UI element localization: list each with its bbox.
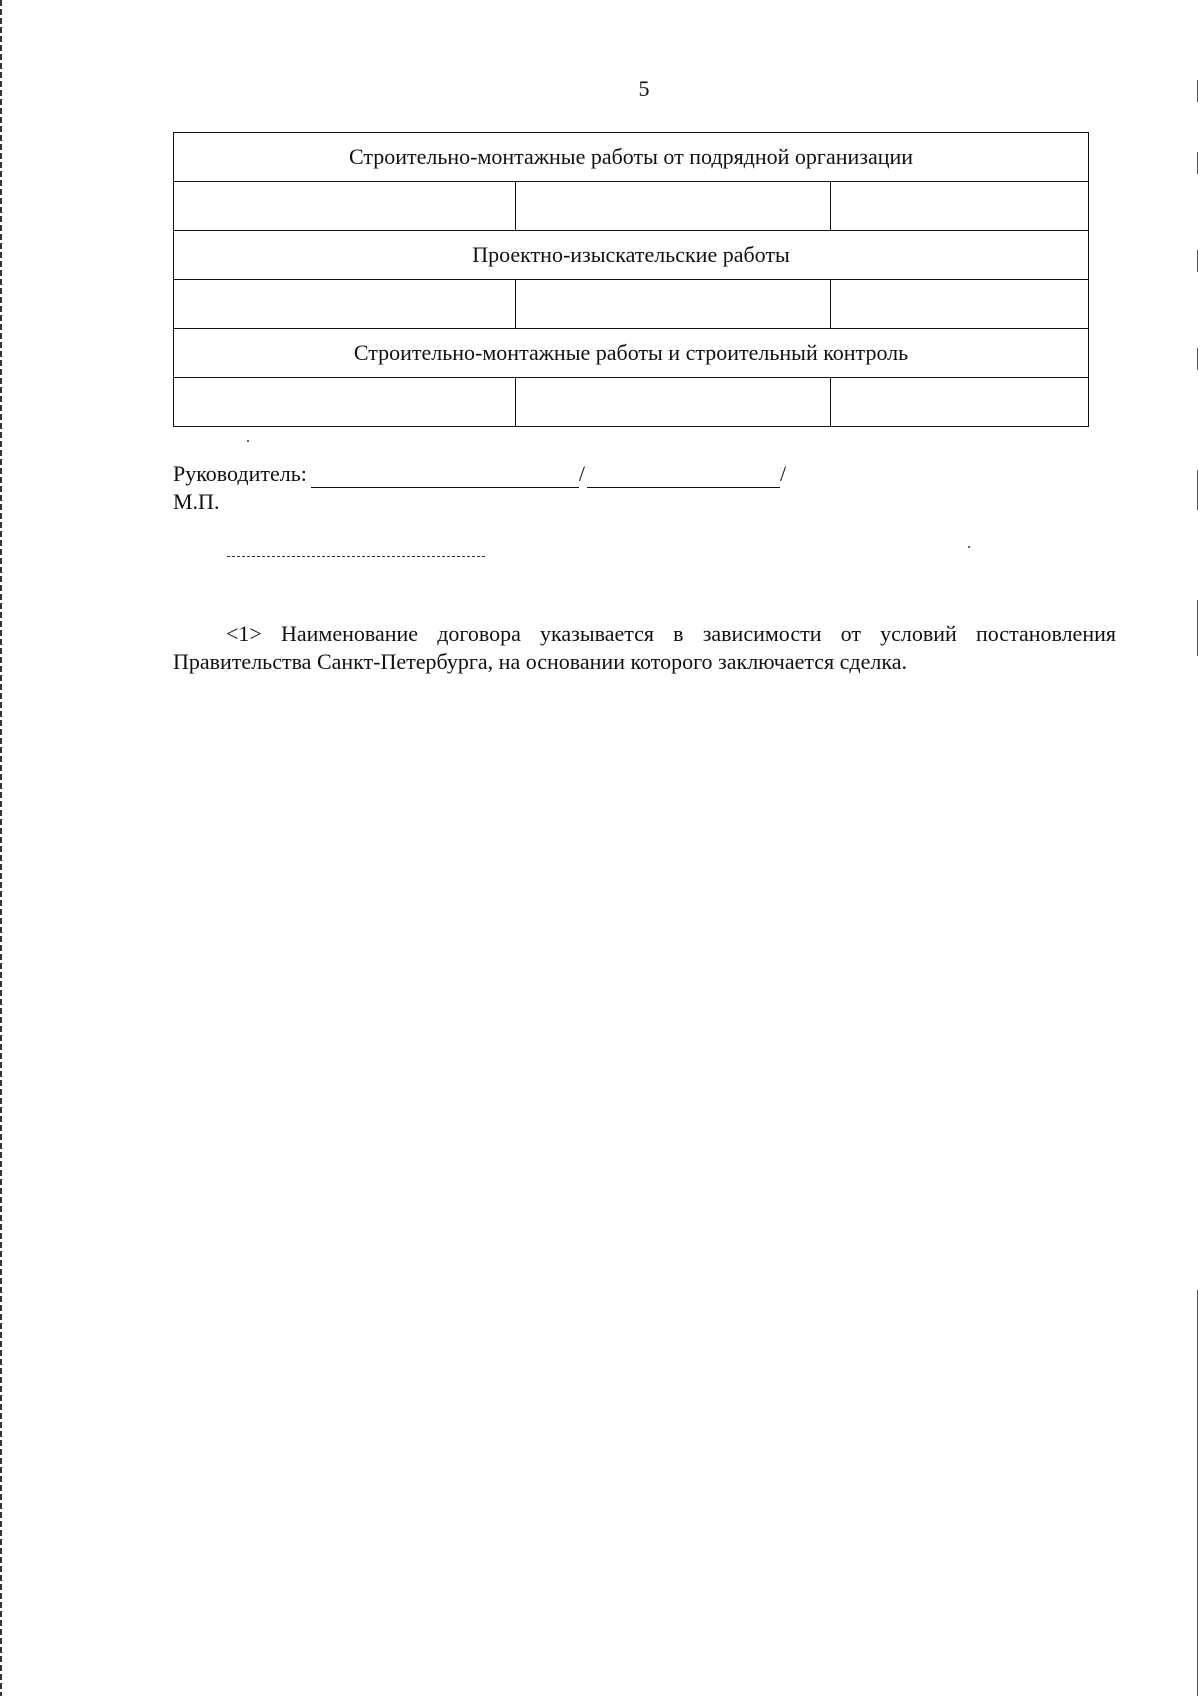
table-section-header-row — [174, 231, 1089, 280]
table-cell — [516, 378, 831, 427]
table-cell — [174, 378, 516, 427]
table-cell — [831, 280, 1089, 329]
works-table — [173, 132, 1089, 427]
signature-initials-line — [587, 465, 780, 488]
table-row — [174, 182, 1089, 231]
table-section-header-row — [174, 133, 1089, 182]
section-title: Строительно-монтажные работы от подрядной организации — [174, 133, 1089, 182]
section-title: Проектно-изыскательские работы — [174, 231, 1089, 280]
scan-right-mark — [1197, 600, 1198, 656]
stamp-label: М.П. — [173, 489, 220, 514]
table-cell — [831, 182, 1089, 231]
scan-right-mark — [1197, 1290, 1198, 1696]
signature-label: Руководитель: — [173, 461, 307, 486]
table-section-header-row — [174, 329, 1089, 378]
section-title: Строительно-монтажные работы и строительный контроль — [174, 329, 1089, 378]
table-row — [174, 378, 1089, 427]
page-number: 5 — [638, 76, 650, 101]
scan-right-mark — [1197, 250, 1198, 272]
table-cell — [516, 280, 831, 329]
table-cell — [174, 280, 516, 329]
signature-name-line — [311, 465, 579, 488]
footnote-text: <1> Наименование договора указывается в зависимости от условий постановления Правительства Санкт-Петербурга, на основании которого заключается сделка. — [173, 621, 1116, 674]
signature-separator: / — [578, 461, 586, 486]
footnote-separator — [227, 556, 485, 557]
table-cell — [516, 182, 831, 231]
table-cell — [174, 182, 516, 231]
scan-right-mark — [1197, 152, 1198, 174]
scan-speck — [968, 546, 970, 548]
signature-block — [173, 460, 786, 516]
signature-row — [173, 460, 786, 488]
scan-speck — [247, 440, 249, 442]
scan-right-mark — [1197, 348, 1198, 370]
signature-separator: / — [780, 461, 787, 486]
scan-right-mark — [1197, 470, 1198, 510]
scan-left-edge — [0, 0, 2, 1696]
table-cell — [831, 378, 1089, 427]
table-row — [174, 280, 1089, 329]
